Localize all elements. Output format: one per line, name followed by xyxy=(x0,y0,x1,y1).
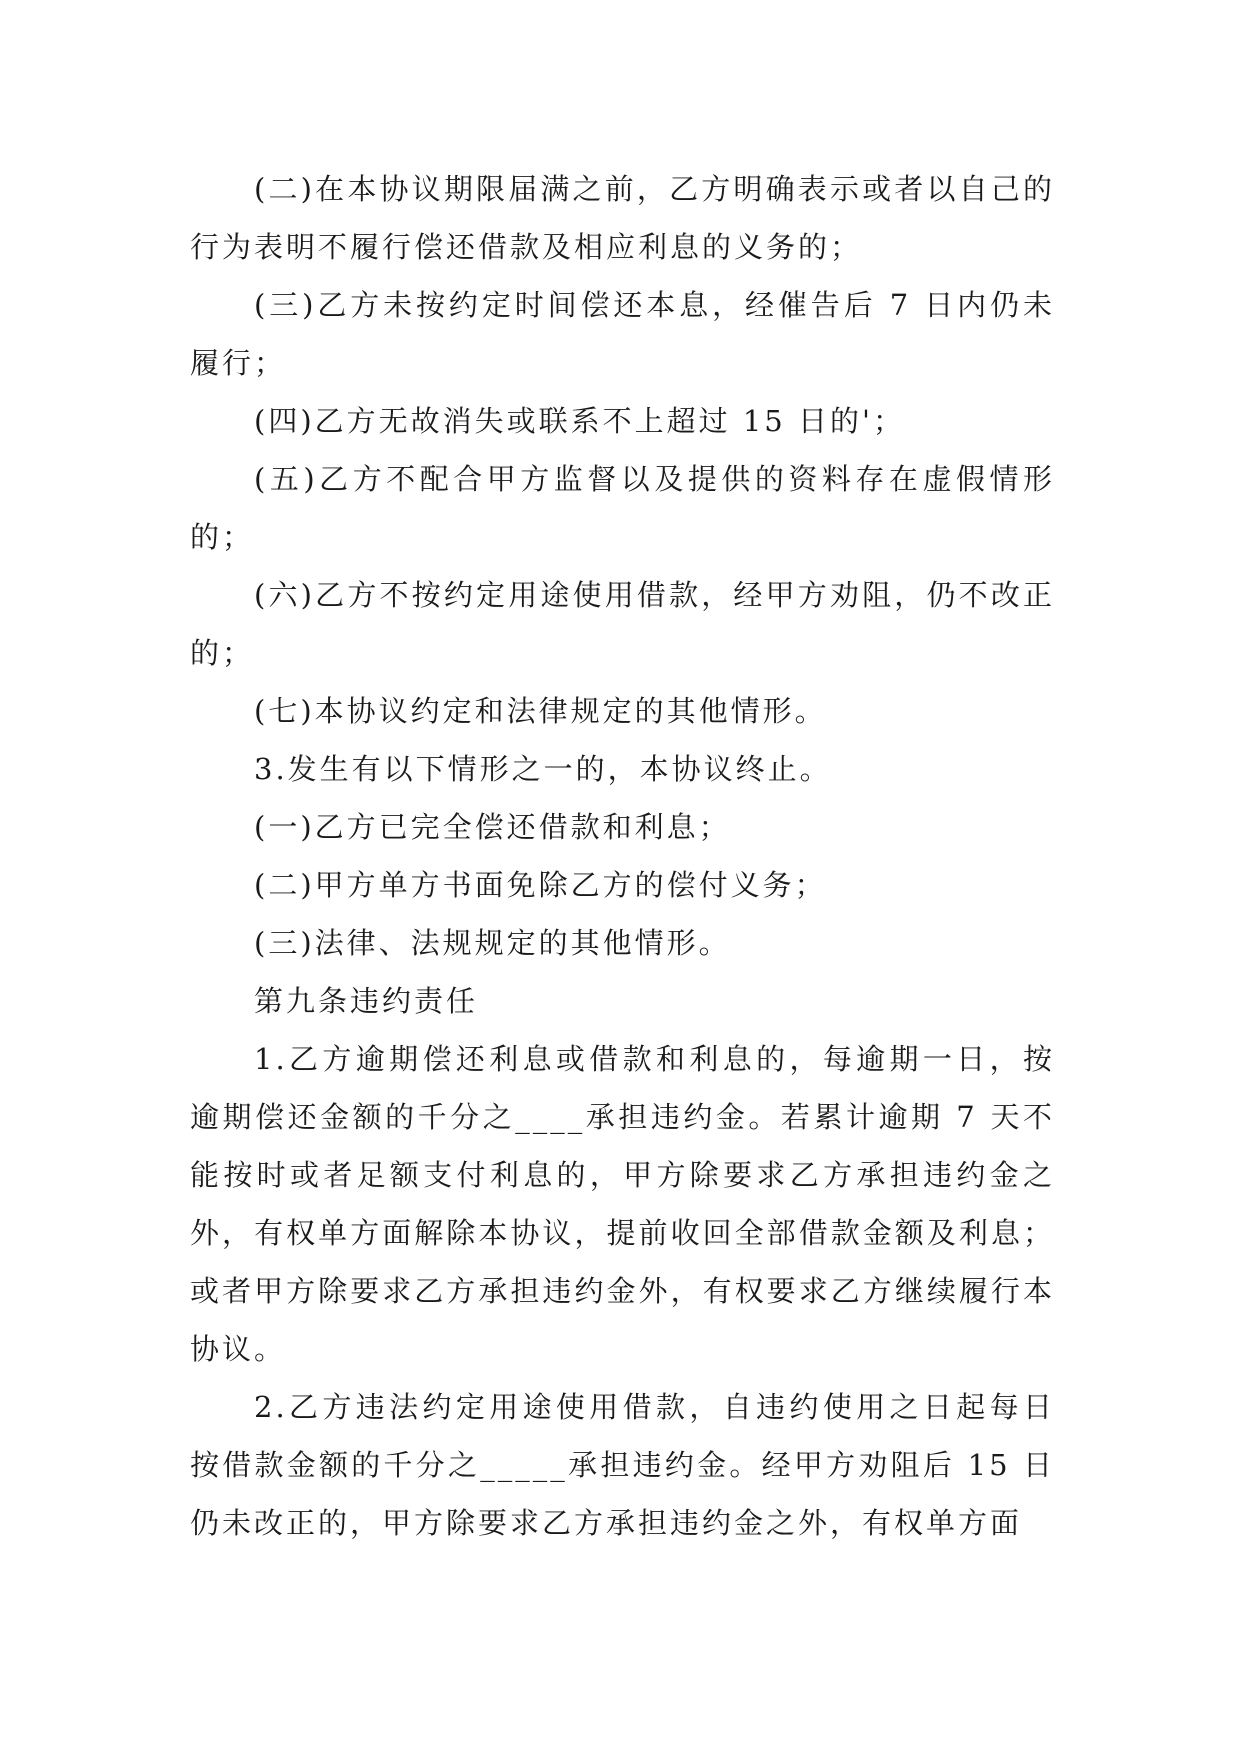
paragraph-clause-3: (三)乙方未按约定时间偿还本息，经催告后 7 日内仍未履行； xyxy=(190,288,1055,380)
paragraph-breach-2: 2.乙方违法约定用途使用借款，自违约使用之日起每日按借款金额的千分之_____承担违约金。经甲方劝阻后 15 日仍未改正的，甲方除要求乙方承担违约金之外，有权单方面 xyxy=(190,1390,1055,1540)
paragraph-clause-7: (七)本协议约定和法律规定的其他情形。 xyxy=(254,694,827,728)
paragraph-clause-6: (六)乙方不按约定用途使用借款，经甲方劝阻，仍不改正的； xyxy=(190,578,1055,670)
paragraph-termination-heading: 3.发生有以下情形之一的，本协议终止。 xyxy=(254,752,832,786)
paragraph-clause-4: (四)乙方无故消失或联系不上超过 15 日的'； xyxy=(254,404,905,438)
paragraph-termination-3: (三)法律、法规规定的其他情形。 xyxy=(254,926,731,960)
section-heading-article-9: 第九条违约责任 xyxy=(254,984,479,1018)
paragraph-termination-2: (二)甲方单方书面免除乙方的偿付义务； xyxy=(254,868,827,902)
paragraph-clause-5: (五)乙方不配合甲方监督以及提供的资料存在虚假情形的； xyxy=(190,462,1055,554)
document-body xyxy=(190,160,1055,1552)
paragraph-clause-2: (二)在本协议期限届满之前，乙方明确表示或者以自己的行为表明不履行偿还借款及相应利息的义务的； xyxy=(190,172,1055,264)
paragraph-breach-1: 1.乙方逾期偿还利息或借款和利息的，每逾期一日，按逾期偿还金额的千分之____承担违约金。若累计逾期 7 天不能按时或者足额支付利息的，甲方除要求乙方承担违约金之外，有权单方面解除本协议，提前收回全部借款金额及利息；或者甲方除要求乙方承担违约金外，有权要求乙方继续履行本协议。 xyxy=(190,1042,1055,1366)
paragraph-termination-1: (一)乙方已完全偿还借款和利息； xyxy=(254,810,731,844)
